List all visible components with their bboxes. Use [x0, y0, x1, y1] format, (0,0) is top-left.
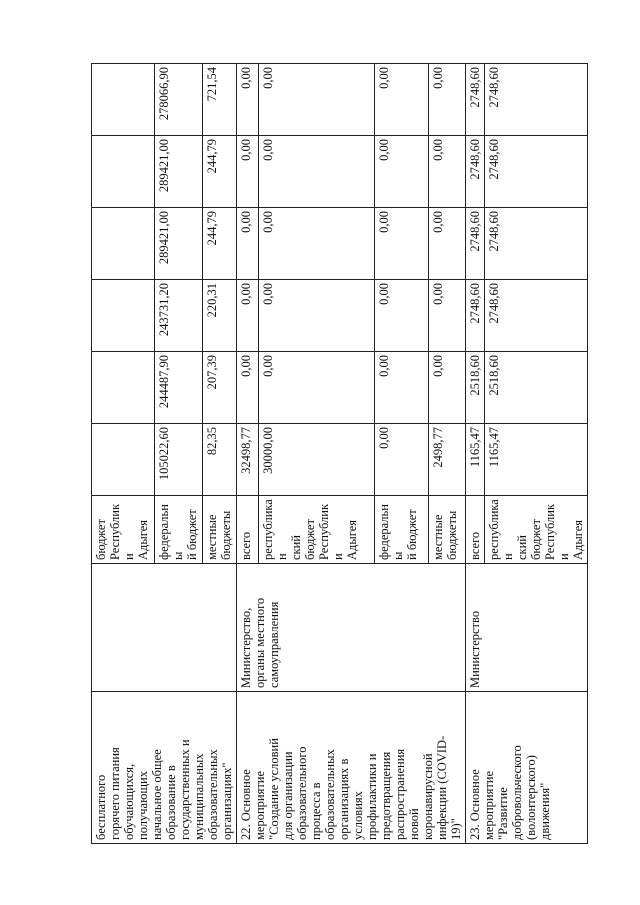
- amount-cell: 1165,47: [485, 424, 588, 496]
- amount-cell: 0,00: [237, 136, 259, 208]
- funding-source-cell: федеральны й бюджет: [375, 496, 428, 564]
- table-body: [92, 64, 588, 844]
- amount-cell: 0,00: [258, 352, 375, 424]
- amount-cell: 0,00: [237, 64, 259, 136]
- amount-cell: [92, 352, 155, 424]
- amount-cell: 0,00: [237, 352, 259, 424]
- event-name-cell: 22. Основное мероприятие "Создание условий для организации образовательного процесса в образовательных организациях в условиях профилактики и предотвращения распространения новой коронавирусной инфекции (COVID- 19)": [237, 692, 466, 844]
- funding-source-cell: республикан ский бюджет Республики Адыгея: [485, 496, 588, 564]
- amount-cell: 220,31: [203, 280, 237, 352]
- funding-source-cell: местные бюджеты: [203, 496, 237, 564]
- amount-cell: 0,00: [375, 64, 428, 136]
- amount-cell: 244,79: [203, 136, 237, 208]
- amount-cell: 244,79: [203, 208, 237, 280]
- event-name-cell: бесплатного горячего питания обучающихся, получающих начальное общее образование в государственных и муниципальных образовательных организациях": [92, 692, 237, 844]
- table-row: [92, 64, 155, 844]
- amount-cell: 2748,60: [466, 136, 485, 208]
- amount-cell: 0,00: [428, 64, 465, 136]
- funding-source-cell: федеральны й бюджет: [154, 496, 202, 564]
- amount-cell: 289421,00: [154, 208, 202, 280]
- event-name-cell: 23. Основное мероприятие "Развитие добровольческого (волонтерского) движения": [466, 692, 588, 844]
- amount-cell: 2748,60: [485, 280, 588, 352]
- amount-cell: 2748,60: [485, 64, 588, 136]
- amount-cell: 0,00: [237, 208, 259, 280]
- amount-cell: 0,00: [428, 352, 465, 424]
- amount-cell: [92, 208, 155, 280]
- amount-cell: 0,00: [258, 64, 375, 136]
- funding-source-cell: бюджет Республики Адыгея: [92, 496, 155, 564]
- amount-cell: 0,00: [428, 136, 465, 208]
- amount-cell: 207,39: [203, 352, 237, 424]
- amount-cell: 0,00: [375, 424, 428, 496]
- amount-cell: 0,00: [428, 208, 465, 280]
- amount-cell: 2518,60: [466, 352, 485, 424]
- amount-cell: 2748,60: [466, 208, 485, 280]
- amount-cell: 30000,00: [258, 424, 375, 496]
- amount-cell: 243731,20: [154, 280, 202, 352]
- amount-cell: 82,35: [203, 424, 237, 496]
- amount-cell: 0,00: [258, 136, 375, 208]
- amount-cell: 278066,90: [154, 64, 202, 136]
- amount-cell: 0,00: [237, 280, 259, 352]
- amount-cell: 2748,60: [485, 136, 588, 208]
- amount-cell: [92, 424, 155, 496]
- amount-cell: 2748,60: [466, 280, 485, 352]
- amount-cell: 721,54: [203, 64, 237, 136]
- amount-cell: 2748,60: [466, 64, 485, 136]
- amount-cell: 0,00: [428, 280, 465, 352]
- amount-cell: [92, 136, 155, 208]
- table-row: [466, 64, 485, 844]
- funding-source-cell: республикан ский бюджет Республики Адыгея: [258, 496, 375, 564]
- budget-table: [91, 63, 588, 844]
- amount-cell: [92, 64, 155, 136]
- amount-cell: 244487,90: [154, 352, 202, 424]
- amount-cell: 32498,77: [237, 424, 259, 496]
- amount-cell: 0,00: [375, 280, 428, 352]
- funding-source-cell: местные бюджеты: [428, 496, 465, 564]
- amount-cell: 0,00: [258, 208, 375, 280]
- funding-source-cell: всего: [466, 496, 485, 564]
- amount-cell: 2498,77: [428, 424, 465, 496]
- amount-cell: 289421,00: [154, 136, 202, 208]
- amount-cell: 105022,60: [154, 424, 202, 496]
- rotated-table-wrapper: [91, 64, 639, 844]
- executor-cell: [92, 564, 237, 692]
- amount-cell: 2518,60: [485, 352, 588, 424]
- amount-cell: 0,00: [258, 280, 375, 352]
- amount-cell: [92, 280, 155, 352]
- amount-cell: 0,00: [375, 136, 428, 208]
- amount-cell: 0,00: [375, 352, 428, 424]
- amount-cell: 2748,60: [485, 208, 588, 280]
- amount-cell: 0,00: [375, 208, 428, 280]
- funding-source-cell: всего: [237, 496, 259, 564]
- amount-cell: 1165,47: [466, 424, 485, 496]
- executor-cell: Министерство: [466, 564, 588, 692]
- table-row: [237, 64, 259, 844]
- executor-cell: Министерство, органы местного самоуправления: [237, 564, 466, 692]
